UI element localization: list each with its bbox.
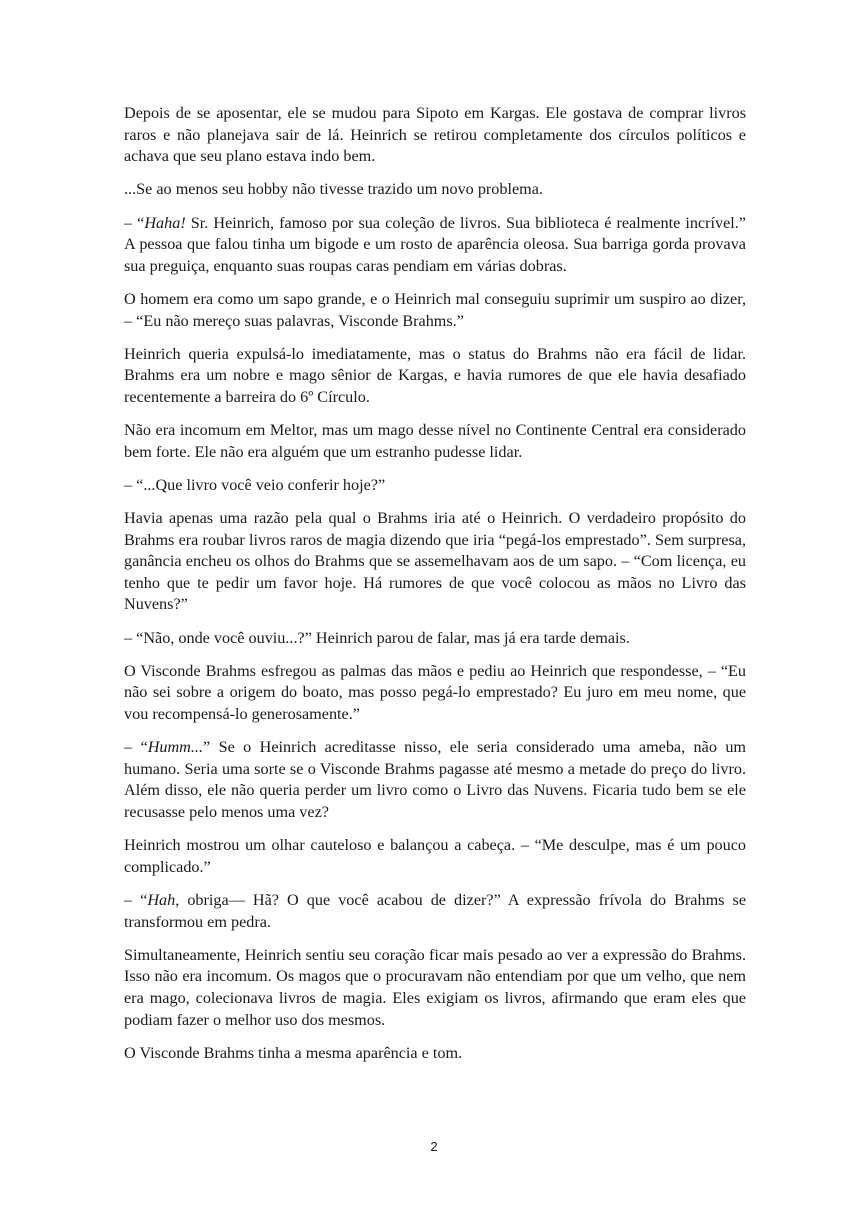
page-number: 2 [430, 1139, 438, 1154]
text-run: Heinrich queria expulsá-lo imediatamente, mas o status do Brahms não era fácil de lidar. Brahms era um nobre e mago sênior de Kargas, e havia rumores de que ele havia desafiado recentemente a barreira do 6º Círculo. [124, 344, 746, 406]
text-run: ” Se o Heinrich acreditasse nisso, ele seria considerado uma ameba, não um humano. Seria uma sorte se o Visconde Brahms pagasse até mesmo a metade do preço do livro. Além disso, ele não queria perder um livro como o Livro das Nuvens. Ficaria tudo bem se ele recusasse pelo menos uma vez? [124, 738, 747, 821]
paragraph [124, 508, 746, 616]
text-run: – “...Que livro você veio conferir hoje?” [124, 475, 386, 494]
text-run: – “ [124, 738, 148, 757]
paragraph [124, 737, 746, 823]
paragraph [124, 835, 746, 878]
text-run: – “ [124, 213, 145, 232]
text-run: Depois de se aposentar, ele se mudou para Sipoto em Kargas. Ele gostava de comprar livros raros e não planejava sair de lá. Heinrich se retirou completamente dos círculos políticos e achava que seu plano estava indo bem. [124, 104, 746, 166]
italic-text: Haha! [144, 213, 186, 232]
text-run: ...Se ao menos seu hobby não tivesse trazido um novo problema. [124, 180, 543, 199]
paragraph [124, 475, 746, 497]
text-run: – “Não, onde você ouviu...?” Heinrich parou de falar, mas já era tarde demais. [124, 628, 630, 647]
text-run: O homem era como um sapo grande, e o Heinrich mal conseguiu suprimir um suspiro ao dizer, – “Eu não mereço suas palavras, Visconde Brahms.” [124, 289, 746, 330]
italic-text: Humm... [147, 738, 203, 757]
italic-text: Hah [147, 890, 176, 909]
paragraph [124, 103, 746, 168]
paragraph [124, 179, 746, 201]
text-run: Simultaneamente, Heinrich sentiu seu coração ficar mais pesado ao ver a expressão do Brahms. Isso não era incomum. Os magos que o procuravam não entendiam por que um velho, que nem era mago, colecionava livros de magia. Eles exigiam os livros, afirmando que eram eles que podiam fazer o melhor uso dos mesmos. [124, 945, 746, 1029]
paragraph [124, 344, 746, 409]
text-run: – “ [124, 890, 148, 909]
text-run: O Visconde Brahms tinha a mesma aparência e tom. [124, 1043, 463, 1062]
paragraph [124, 289, 746, 332]
text-run: Heinrich mostrou um olhar cauteloso e balançou a cabeça. – “Me desculpe, mas é um pouco complicado.” [124, 836, 746, 876]
paragraph [124, 628, 746, 650]
paragraph [124, 420, 746, 463]
text-run: Havia apenas uma razão pela qual o Brahms iria até o Heinrich. O verdadeiro propósito do Brahms era roubar livros raros de magia dizendo que iria “pegá-los emprestado”. Sem surpresa, ganância encheu os olhos do Brahms que se assemelhavam aos de um sapo. – “Com licença, eu tenho que te pedir um favor hoje. Há rumores de que você colocou as mãos no Livro das Nuvens?” [124, 509, 746, 614]
paragraph [124, 890, 746, 933]
text-run: Sr. Heinrich, famoso por sua coleção de livros. Sua biblioteca é realmente incrível.” A pessoa que falou tinha um bigode e um rosto de aparência oleosa. Sua barriga gorda provava sua preguiça, enquanto suas roupas caras pendiam em várias dobras. [124, 213, 746, 275]
text-run: Não era incomum em Meltor, mas um mago desse nível no Continente Central era considerado bem forte. Ele não era alguém que um estranho pudesse lidar. [124, 421, 746, 461]
paragraph [124, 213, 746, 278]
paragraph [124, 945, 746, 1031]
text-run: O Visconde Brahms esfregou as palmas das mãos e pediu ao Heinrich que respondesse, – “Eu não sei sobre a origem do boato, mas posso pegá-lo emprestado? Eu juro em meu nome, que vou recompensá-lo generosamente.” [124, 661, 746, 723]
paragraph [124, 661, 746, 726]
text-run: , obriga— Hã? O que você acabou de dizer?” A expressão frívola do Brahms se transformou em pedra. [124, 890, 746, 931]
paragraph [124, 1043, 746, 1065]
body-text [124, 103, 746, 1076]
